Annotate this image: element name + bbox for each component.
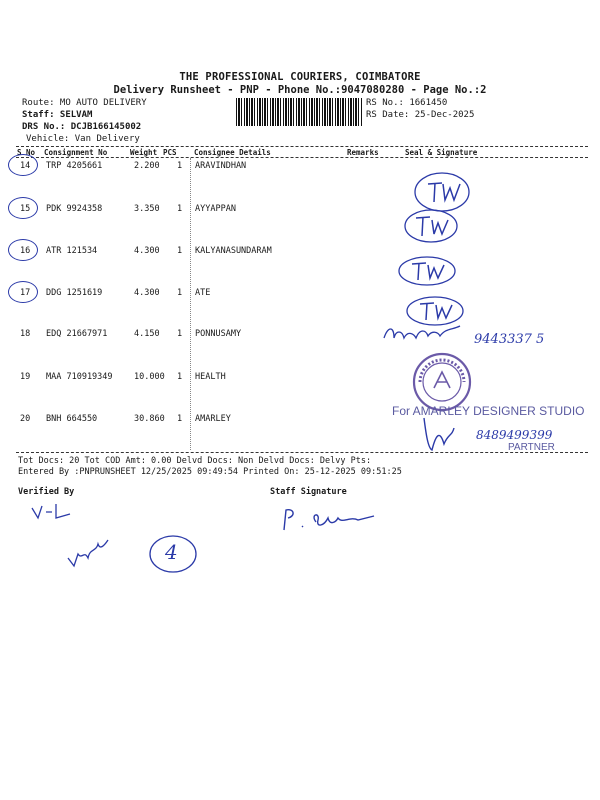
row-pcs: 1 xyxy=(177,288,183,298)
row-sno: 20 xyxy=(20,414,31,424)
staff-label: Staff: SELVAM xyxy=(22,110,93,120)
verifier-signature xyxy=(66,536,110,570)
verifier-initials xyxy=(30,502,74,522)
row-consignment: TRP 4205661 xyxy=(46,161,103,171)
company-title: THE PROFESSIONAL COURIERS, COIMBATORE xyxy=(179,71,421,83)
row-consignee: AYYAPPAN xyxy=(195,204,236,214)
row-consignment: MAA 710919349 xyxy=(46,372,113,382)
drs-number: DRS No.: DCJB166145002 xyxy=(22,122,142,132)
stamp-line2: PARTNER xyxy=(508,442,555,453)
barcode xyxy=(236,98,362,126)
staff-signature-label: Staff Signature xyxy=(270,487,347,497)
col-consignee: Consignee Details xyxy=(194,148,271,157)
row-consignment: BNH 664550 xyxy=(46,414,98,424)
row-number-circle xyxy=(8,154,38,176)
signature-mark xyxy=(402,208,460,244)
header-rule-bottom xyxy=(16,157,588,158)
row-consignment: ATR 121534 xyxy=(46,246,98,256)
circular-stamp xyxy=(412,352,472,412)
col-remarks: Remarks xyxy=(347,148,379,157)
row-sno: 19 xyxy=(20,372,31,382)
rs-date: RS Date: 25-Dec-2025 xyxy=(366,110,475,120)
col-weight: Weight xyxy=(130,148,158,157)
row-sno: 14 xyxy=(20,161,31,171)
row-number-circle xyxy=(8,281,38,303)
runsheet-title: Delivery Runsheet - PNP - Phone No.:9047080280 - Page No.:2 xyxy=(113,84,487,96)
verified-by-label: Verified By xyxy=(18,487,75,497)
footer-rule xyxy=(16,452,588,453)
row-pcs: 1 xyxy=(177,414,183,424)
col-consignment: Consignment No xyxy=(44,148,108,157)
circled-number xyxy=(148,534,198,574)
row-consignment: EDQ 21667971 xyxy=(46,329,108,339)
row-consignee: ARAVINDHAN xyxy=(195,161,247,171)
row-consignee: PONNUSAMY xyxy=(195,329,242,339)
vehicle-label: Vehicle: Van Delivery xyxy=(26,134,140,144)
handwritten-phone: 9443337 5 xyxy=(474,332,545,347)
row-weight: 3.350 xyxy=(134,204,160,214)
col-seal-signature: Seal & Signature xyxy=(405,148,478,157)
row-consignee: KALYANASUNDARAM xyxy=(195,246,272,256)
row-consignee: AMARLEY xyxy=(195,414,231,424)
signature-scribble xyxy=(380,320,464,346)
row-sno: 18 xyxy=(20,329,31,339)
row-consignment: PDK 9924358 xyxy=(46,204,103,214)
row-weight: 30.860 xyxy=(134,414,165,424)
row-consignment: DDG 1251619 xyxy=(46,288,103,298)
row-sno: 17 xyxy=(20,288,31,298)
row-weight: 10.000 xyxy=(134,372,165,382)
staff-signature-mark xyxy=(280,504,380,534)
row-sno: 16 xyxy=(20,246,31,256)
stamp-line1: For AMARLEY DESIGNER STUDIO xyxy=(392,404,585,418)
col-pcs: PCS xyxy=(163,148,177,157)
row-sno: 15 xyxy=(20,204,31,214)
handwritten-phone: 8489499399 xyxy=(476,428,553,442)
circled-number-text: 4 xyxy=(165,540,178,564)
row-consignee: ATE xyxy=(195,288,211,298)
row-number-circle xyxy=(8,197,38,219)
col-sno: S No xyxy=(17,148,36,157)
row-weight: 2.200 xyxy=(134,161,160,171)
row-weight: 4.300 xyxy=(134,246,160,256)
row-pcs: 1 xyxy=(177,161,183,171)
entered-by-line: Entered By :PNPRUNSHEET 12/25/2025 09:49:54 Printed On: 25-12-2025 09:51:25 xyxy=(18,467,402,477)
row-pcs: 1 xyxy=(177,246,183,256)
row-pcs: 1 xyxy=(177,372,183,382)
totals-line: Tot Docs: 20 Tot COD Amt: 0.00 Delvd Docs: Non Delvd Docs: Delvy Pts: xyxy=(18,456,372,466)
row-weight: 4.150 xyxy=(134,329,160,339)
row-consignee: HEALTH xyxy=(195,372,226,382)
row-pcs: 1 xyxy=(177,329,183,339)
row-pcs: 1 xyxy=(177,204,183,214)
signature-scribble xyxy=(418,414,458,454)
route-label: Route: MO AUTO DELIVERY xyxy=(22,98,147,108)
row-weight: 4.300 xyxy=(134,288,160,298)
row-number-circle xyxy=(8,239,38,261)
rs-number: RS No.: 1661450 xyxy=(366,98,448,108)
column-separator xyxy=(190,158,191,450)
header-rule-top xyxy=(16,146,588,147)
signature-mark xyxy=(396,254,458,288)
